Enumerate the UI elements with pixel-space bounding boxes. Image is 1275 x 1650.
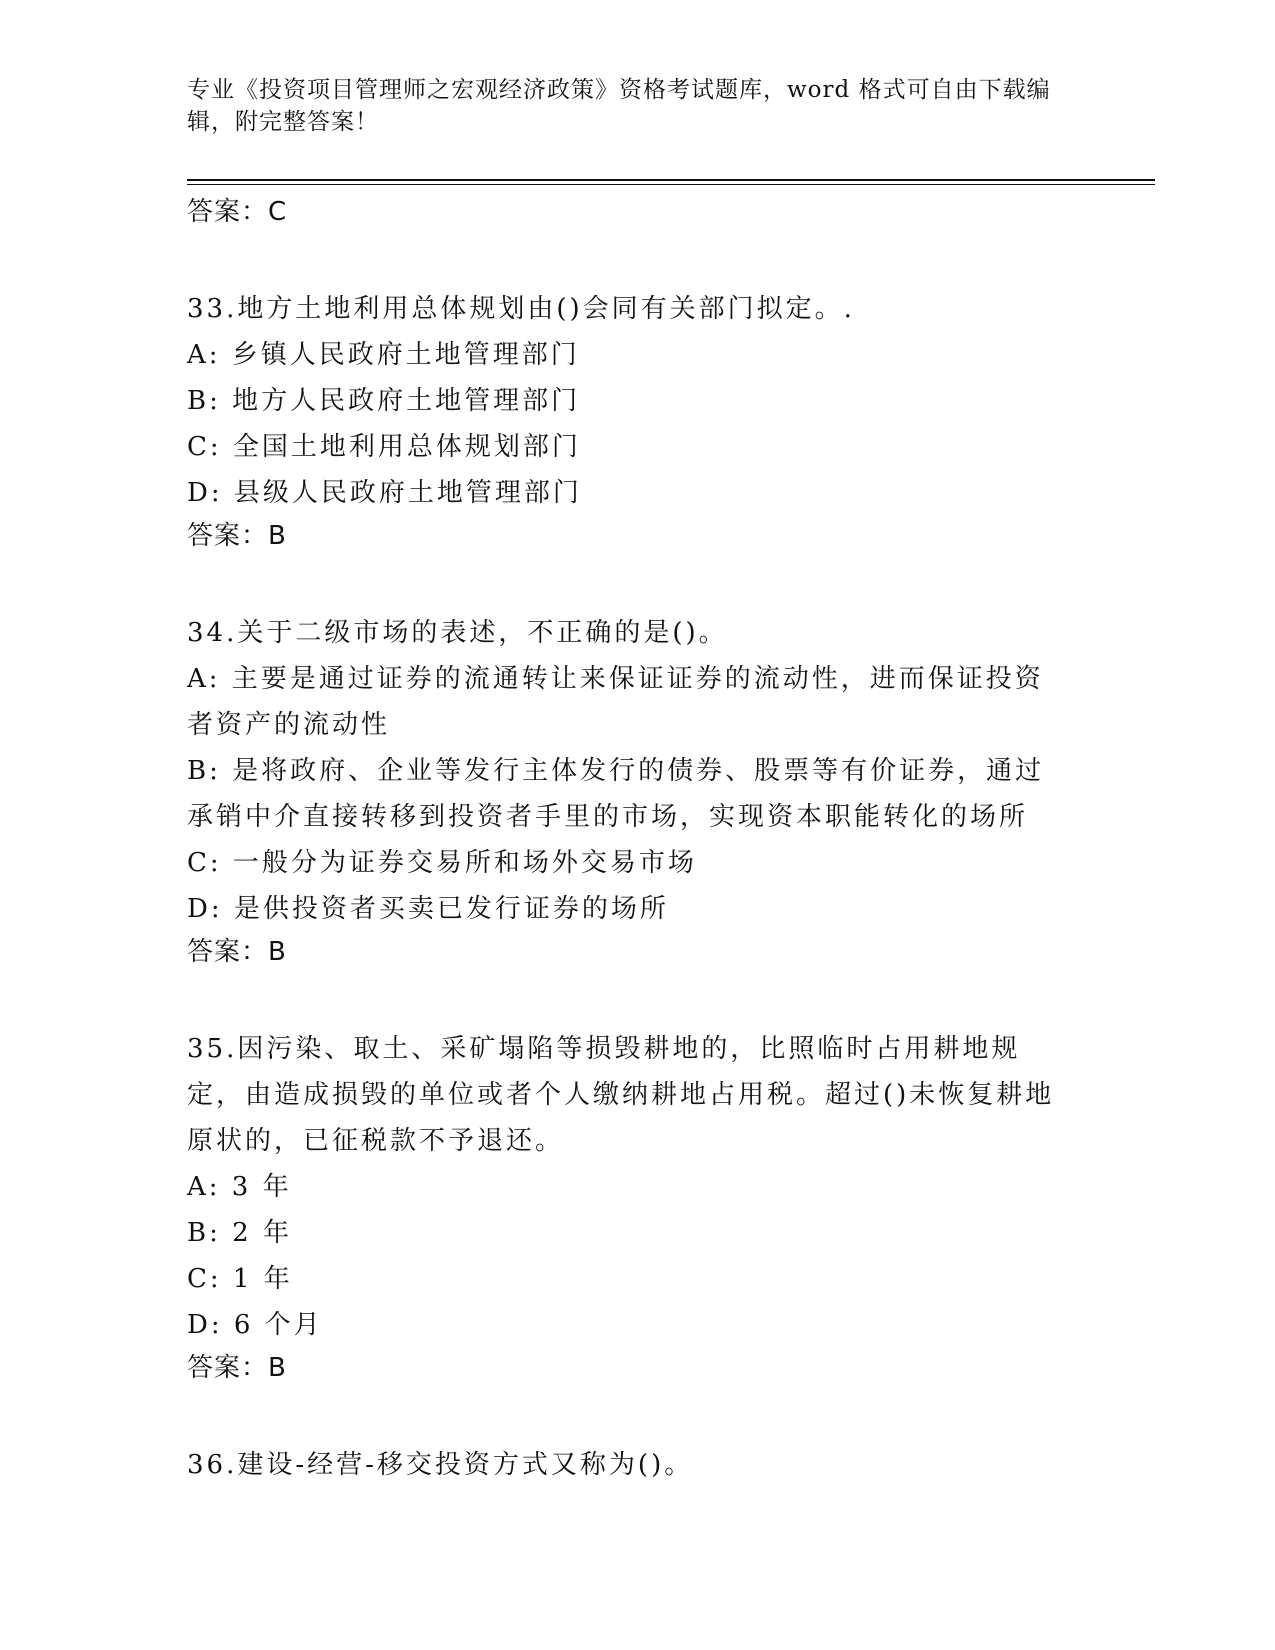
header-rule-thin — [187, 184, 1155, 185]
option-b: B: 2 年 — [187, 1218, 292, 1248]
answer: 答案：B — [187, 937, 287, 967]
previous-answer: 答案：C — [187, 197, 288, 227]
question-list — [187, 192, 1087, 1488]
spacer — [187, 228, 1087, 286]
option-a: A: 3 年 — [187, 1172, 292, 1202]
option-c: C: 1 年 — [187, 1264, 293, 1294]
option-d: D: 县级人民政府土地管理部门 — [187, 478, 582, 508]
question-34 — [187, 610, 1087, 968]
answer: 答案：B — [187, 521, 287, 551]
answer: 答案：B — [187, 1353, 287, 1383]
spacer — [187, 552, 1087, 610]
option-d: D: 6 个月 — [187, 1310, 323, 1340]
question-36 — [187, 1442, 1087, 1488]
spacer — [187, 968, 1087, 1026]
question-stem: 33.地方土地利用总体规划由()会同有关部门拟定。. — [187, 294, 855, 324]
question-stem: 35.因污染、取土、采矿塌陷等损毁耕地的，比照临时占用耕地规定，由造成损毁的单位或者个人缴纳耕地占用税。超过()未恢复耕地原状的，已征税款不予退还。 — [187, 1034, 1055, 1156]
option-c: C: 全国土地利用总体规划部门 — [187, 432, 581, 462]
spacer — [187, 1384, 1087, 1442]
question-35 — [187, 1026, 1087, 1384]
header-rule-thick — [187, 179, 1155, 181]
option-b: B: 是将政府、企业等发行主体发行的债券、股票等有价证券，通过承销中介直接转移到投资者手里的市场，实现资本职能转化的场所 — [187, 756, 1045, 832]
question-stem: 34.关于二级市场的表述，不正确的是()。 — [187, 618, 728, 648]
option-c: C: 一般分为证券交易所和场外交易市场 — [187, 848, 697, 878]
option-a: A: 主要是通过证券的流通转让来保证证券的流动性，进而保证投资者资产的流动性 — [187, 664, 1044, 740]
option-d: D: 是供投资者买卖已发行证券的场所 — [187, 894, 669, 924]
question-stem: 36.建设-经营-移交投资方式又称为()。 — [187, 1450, 694, 1480]
option-a: A: 乡镇人民政府土地管理部门 — [187, 340, 580, 370]
question-33 — [187, 286, 1087, 552]
option-b: B: 地方人民政府土地管理部门 — [187, 386, 581, 416]
page-header: 专业《投资项目管理师之宏观经济政策》资格考试题库，word 格式可自由下载编辑，附完整答案！ — [187, 77, 1051, 135]
